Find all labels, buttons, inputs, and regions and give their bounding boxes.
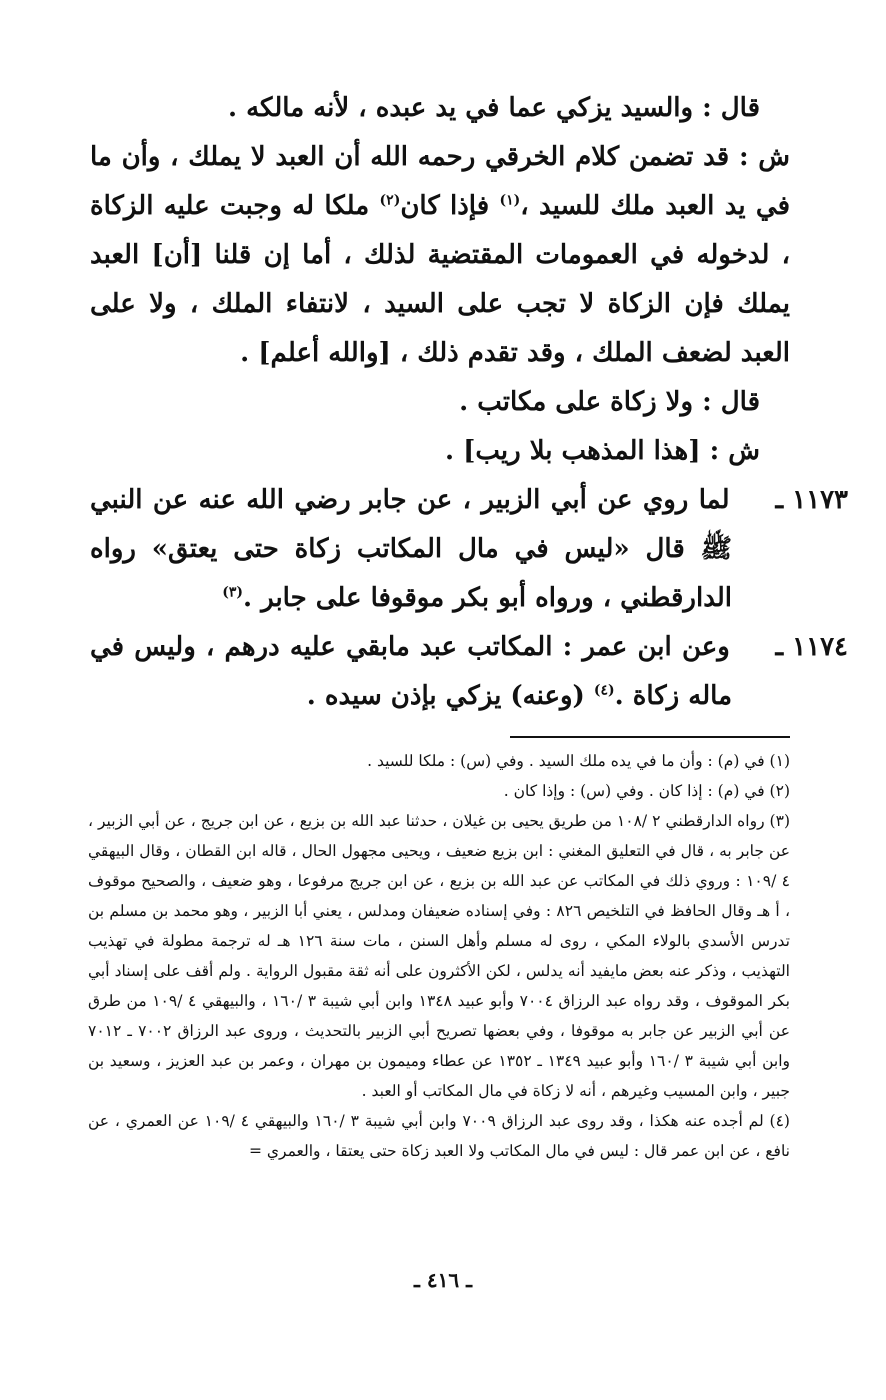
commentary-text: ملكا له وجبت عليه الزكاة ، لدخوله في العمومات المقتضية لذلك ، أما إن قلنا [أن] العبد يملك فإن الزكاة لا تجب على السيد ، لانتفاء الملك ، ولا على العبد لضعف الملك ، وقد تقدم ذلك ، [والله أعلم] . bbox=[90, 191, 790, 368]
hadith-1173 bbox=[90, 476, 848, 623]
commentary-text: ش : قد تضمن كلام الخرقي رحمه الله أن العبد لا يملك ، وأن ما في يد العبد ملك للسيد ، bbox=[90, 142, 790, 221]
commentary-text: فإذا كان bbox=[400, 191, 500, 221]
footnote-ref: (١) bbox=[499, 192, 521, 209]
hadith-text: وعن ابن عمر : المكاتب عبد مابقي عليه درهم ، وليس في ماله زكاة . bbox=[90, 632, 732, 711]
hadith-1174 bbox=[90, 623, 848, 721]
footnote-ref: (٢) bbox=[379, 192, 401, 209]
footnote-separator bbox=[510, 736, 790, 738]
footnotes bbox=[88, 746, 790, 1166]
commentary-paragraph bbox=[90, 133, 790, 378]
footnote-3: (٣) رواه الدارقطني ٢ /١٠٨ من طريق يحيى بن غيلان ، حدثنا عبد الله بن بزيع ، عن ابن جريج ، عن أبي الزبير ، عن جابر به ، قال في التعليق المغني : ابن بزيع ضعيف ، ويحيى مجهول الحال ، قاله ابن القطان ، وقال البيهقي ٤ /١٠٩ : وروي ذلك في المكاتب عن عبد الله بن بزيع ، عن ابن جريج مرفوعا ، وهو ضعيف ، والصحيح موقوف ، أ هـ وقال الحافظ في التلخيص ٨٢٦ : وفي إسناده ضعيفان ومدلس ، يعني أبا الزبير ، وهو محمد بن مسلم بن تدرس الأسدي بالولاء المكي ، روى له مسلم وأهل السنن ، مات سنة ١٢٦ هـ له ترجمة مطولة في تهذيب التهذيب ، وذكر عنه بعض مايفيد أنه يدلس ، لكن الأكثرون على أنه ثقة مقبول الرواية . ولم أقف على إسناد أبي بكر الموقوف ، وقد رواه عبد الرزاق ٧٠٠٤ وأبو عبيد ١٣٤٨ وابن أبي شيبة ٣ /١٦٠ ، والبيهقي ٤ /١٠٩ من طرق عن أبي الزبير عن جابر به موقوفا ، وفي بعضها تصريح أبي الزبير بالتحديث ، وروى عبد الرزاق ٧٠٠٢ ـ ٧٠١٢ وابن أبي شيبة ٣ /١٦٠ وأبو عبيد ١٣٤٩ ـ ١٣٥٢ عن عطاء وميمون بن مهران ، وعمر بن عبد العزيز ، وسعيد بن جبير ، وابن المسيب وغيرهم ، أنه لا زكاة في مال المكاتب أو العبد . bbox=[88, 812, 791, 1100]
statement-paragraph: قال : والسيد يزكي عما في يد عبده ، لأنه مالكه . bbox=[227, 93, 760, 123]
footnote-2: (٢) في (م) : إذا كان . وفي (س) : وإذا كان . bbox=[503, 782, 790, 800]
hadith-text: لما روي عن أبي الزبير ، عن جابر رضي الله عنه عن النبي ﷺ قال «ليس في مال المكاتب زكاة حتى يعتق» رواه الدارقطني ، ورواه أبو بكر موقوفا على جابر . bbox=[90, 485, 732, 613]
hadith-text: (وعنه) يزكي بإذن سيده . bbox=[306, 681, 594, 711]
hadith-number: ١١٧٤ ـ bbox=[775, 632, 848, 662]
main-text bbox=[90, 84, 848, 721]
statement-paragraph: قال : ولا زكاة على مكاتب . bbox=[459, 387, 760, 417]
footnote-ref: (٤) bbox=[593, 682, 615, 699]
footnote-4: (٤) لم أجده عنه هكذا ، وقد روى عبد الرزاق ٧٠٠٩ وابن أبي شيبة ٣ /١٦٠ والبيهقي ٤ /١٠٩ عن العمري ، عن نافع ، عن ابن عمر قال : ليس في مال المكاتب ولا العبد زكاة حتى يعتقا ، والعمري = bbox=[88, 1112, 790, 1160]
footnote-1: (١) في (م) : وأن ما في يده ملك السيد . وفي (س) : ملكا للسيد . bbox=[367, 752, 790, 770]
hadith-number: ١١٧٣ ـ bbox=[775, 485, 848, 515]
commentary-paragraph: ش : [هذا المذهب بلا ريب] . bbox=[444, 436, 760, 466]
page-number: ـ ٤١٦ ـ bbox=[414, 1268, 472, 1292]
footnote-ref: (٣) bbox=[222, 584, 243, 601]
